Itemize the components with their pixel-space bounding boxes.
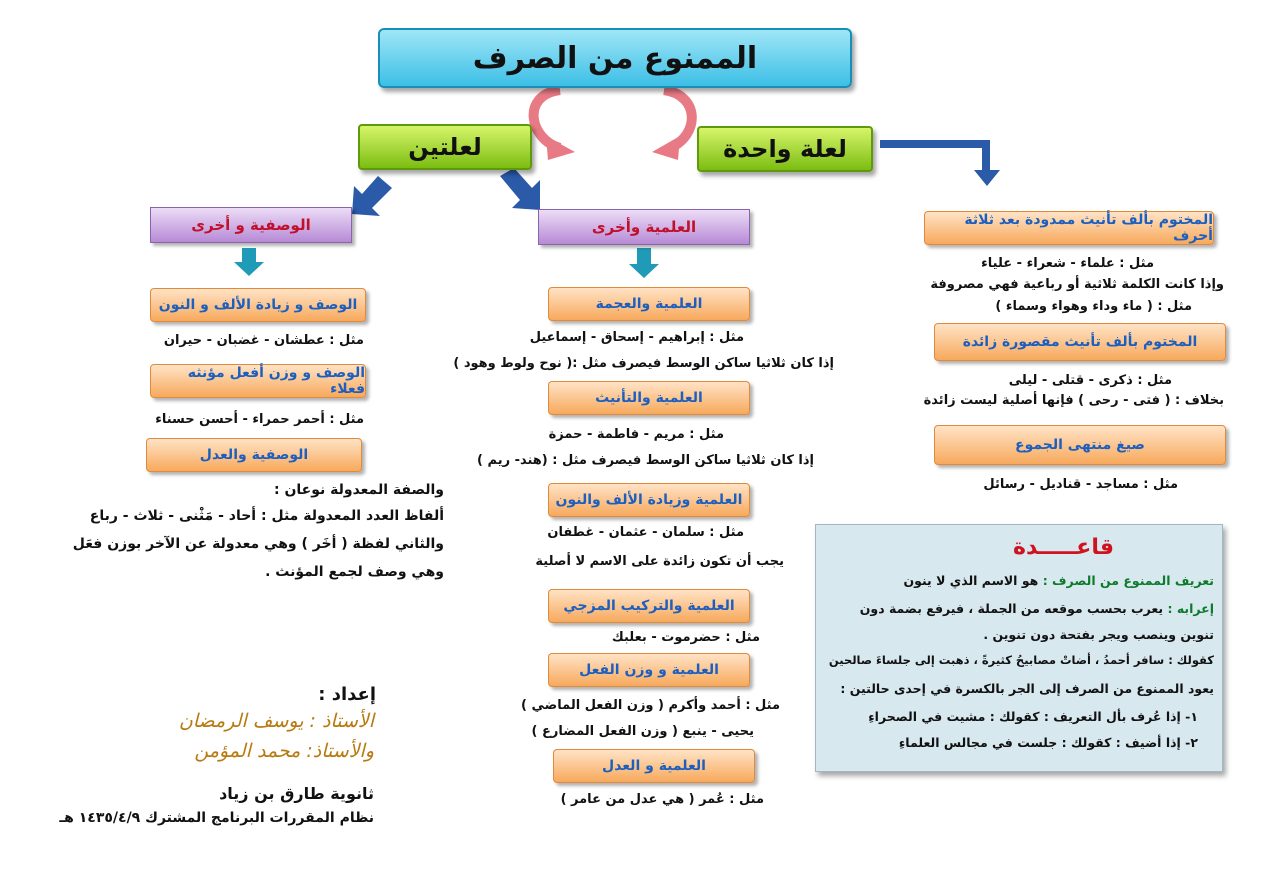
curved-arrow-right-head (652, 136, 680, 160)
arrow-to-alamiya (500, 168, 540, 210)
alamiya-line: مثل : سلمان - عثمان - غطفان (547, 525, 744, 540)
alamiya-line: يحيى - ينبع ( وزن الفعل المضارع ) (531, 724, 754, 739)
alamiya-item-3: العلمية وزيادة الألف والنون (548, 483, 750, 517)
rule-case-2: ٢- إذا أضيف : كقولك : جلست في مجالس العلماءِ (898, 735, 1198, 750)
main-title: الممنوع من الصرف (378, 28, 852, 88)
alamiya-line: مثل : أحمد وأكرم ( وزن الفعل الماضي ) (521, 698, 780, 713)
wasfiya-item-1: الوصف و زيادة الألف و النون (150, 288, 366, 322)
one-cause-line: مثل : مساجد - قناديل - رسائل (983, 477, 1178, 492)
alamiya-line: مثل : مريم - فاطمة - حمزة (548, 427, 724, 442)
arrow-down-wasfiya (234, 248, 264, 276)
wasfiya-line: والثاني لفظة ( أخَر ) وهي معدولة عن الآخر بوزن فعَل (72, 536, 444, 552)
arrow-to-wasfiya (352, 176, 392, 216)
wasfiya-item-2: الوصف و وزن أفعل مؤنثه فعلاء (150, 364, 366, 398)
alamiya-item-5: العلمية و وزن الفعل (548, 653, 750, 687)
alamiya-line: يجب أن تكون زائدة على الاسم لا أصلية (535, 554, 784, 569)
rule-def-text: هو الاسم الذي لا ينون (903, 573, 1039, 588)
alamiya-line: إذا كان ثلاثيا ساكن الوسط فيصرف مثل :( نوح ولوط وهود ) (453, 356, 834, 371)
branch-one-cause: لعلة واحدة (697, 126, 873, 172)
wasfiya-line: وهي وصف لجمع المؤنث . (265, 564, 444, 580)
one-cause-line: مثل : ( ماء وداء وهواء وسماء ) (995, 299, 1192, 314)
curved-arrow-left-head (546, 136, 575, 160)
wasfiya-line: مثل : أحمر حمراء - أحسن حسناء (155, 412, 364, 427)
arrow-to-one-cause (880, 140, 1000, 186)
credits-teacher-2: والأستاذ: محمد المؤمن (194, 740, 374, 762)
wasfiya-item-3: الوصفية والعدل (146, 438, 362, 472)
one-cause-heading-3: صيغ منتهى الجموع (934, 425, 1226, 465)
rule-def-label: تعريف الممنوع من الصرف : (1042, 573, 1214, 588)
alamiya-item-1: العلمية والعجمة (548, 287, 750, 321)
rule-case-1: ١- إذا عُرف بأل التعريف : كقولك : مشيت في الصحراءِ (868, 709, 1198, 724)
arrow-down-alamiya (629, 248, 659, 278)
program-line: نظام المقررات البرنامج المشترك ١٤٣٥/٤/٩ هـ (59, 810, 374, 826)
rule-irab-label: إعرابه : (1167, 601, 1214, 616)
wasfiya-line: والصفة المعدولة نوعان : (273, 482, 444, 498)
one-cause-heading-1: المختوم بألف تأنيث ممدودة بعد ثلاثة أحرف (924, 211, 1214, 245)
wasfiya-line: ألفاظ العدد المعدولة مثل : أحاد - مَثْنى - ثلاث - رباع (89, 508, 444, 524)
one-cause-line: وإذا كانت الكلمة ثلاثية أو رباعية فهي مصروفة (930, 277, 1224, 292)
branch-two-causes: لعلتين (358, 124, 532, 170)
one-cause-line: مثل : علماء - شعراء - علياء (981, 256, 1154, 271)
credits-label: إعداد : (318, 684, 376, 705)
rule-box (815, 524, 1223, 772)
rule-title: قاعـــــدة (1013, 535, 1114, 560)
credits-teacher-1: الأستاذ : يوسف الرمضان (178, 710, 374, 732)
alamiya-line: إذا كان ثلاثيا ساكن الوسط فيصرف مثل : (هند- ريم ) (477, 453, 814, 468)
sub-alamiya: العلمية وأخرى (538, 209, 750, 245)
one-cause-heading-2: المختوم بألف تأنيث مقصورة زائدة (934, 323, 1226, 361)
rule-return: يعود الممنوع من الصرف إلى الجر بالكسرة في إحدى حالتين : (840, 681, 1214, 696)
rule-example: كقولك : سافر أحمدُ ، أضاتْ مصابيحُ كثيرةً ، ذهبت إلى جلساءَ صالحين (828, 653, 1214, 667)
sub-wasfiya: الوصفية و أخرى (150, 207, 352, 243)
alamiya-line: مثل : عُمر ( هي عدل من عامر ) (560, 792, 764, 807)
rule-irab-text2: تنوين وينصب ويجر بفتحة دون تنوين . (983, 627, 1214, 642)
alamiya-item-4: العلمية والتركيب المزجي (548, 589, 750, 623)
wasfiya-line: مثل : عطشان - غضبان - حيران (163, 333, 364, 348)
alamiya-item-2: العلمية والتأنيث (548, 381, 750, 415)
one-cause-line: بخلاف : ( فتى - رحى ) فإنها أصلية ليست زائدة (923, 393, 1224, 408)
one-cause-line: مثل : ذكرى - قتلى - ليلى (1008, 373, 1172, 388)
alamiya-line: مثل : حضرموت - بعلبك (611, 630, 760, 645)
alamiya-item-6: العلمية و العدل (553, 749, 755, 783)
school-name: ثانوية طارق بن زياد (219, 784, 374, 803)
rule-irab-text: يعرب بحسب موقعه من الجملة ، فيرفع بضمة دون (859, 601, 1164, 616)
alamiya-line: مثل : إبراهيم - إسحاق - إسماعيل (529, 330, 744, 345)
